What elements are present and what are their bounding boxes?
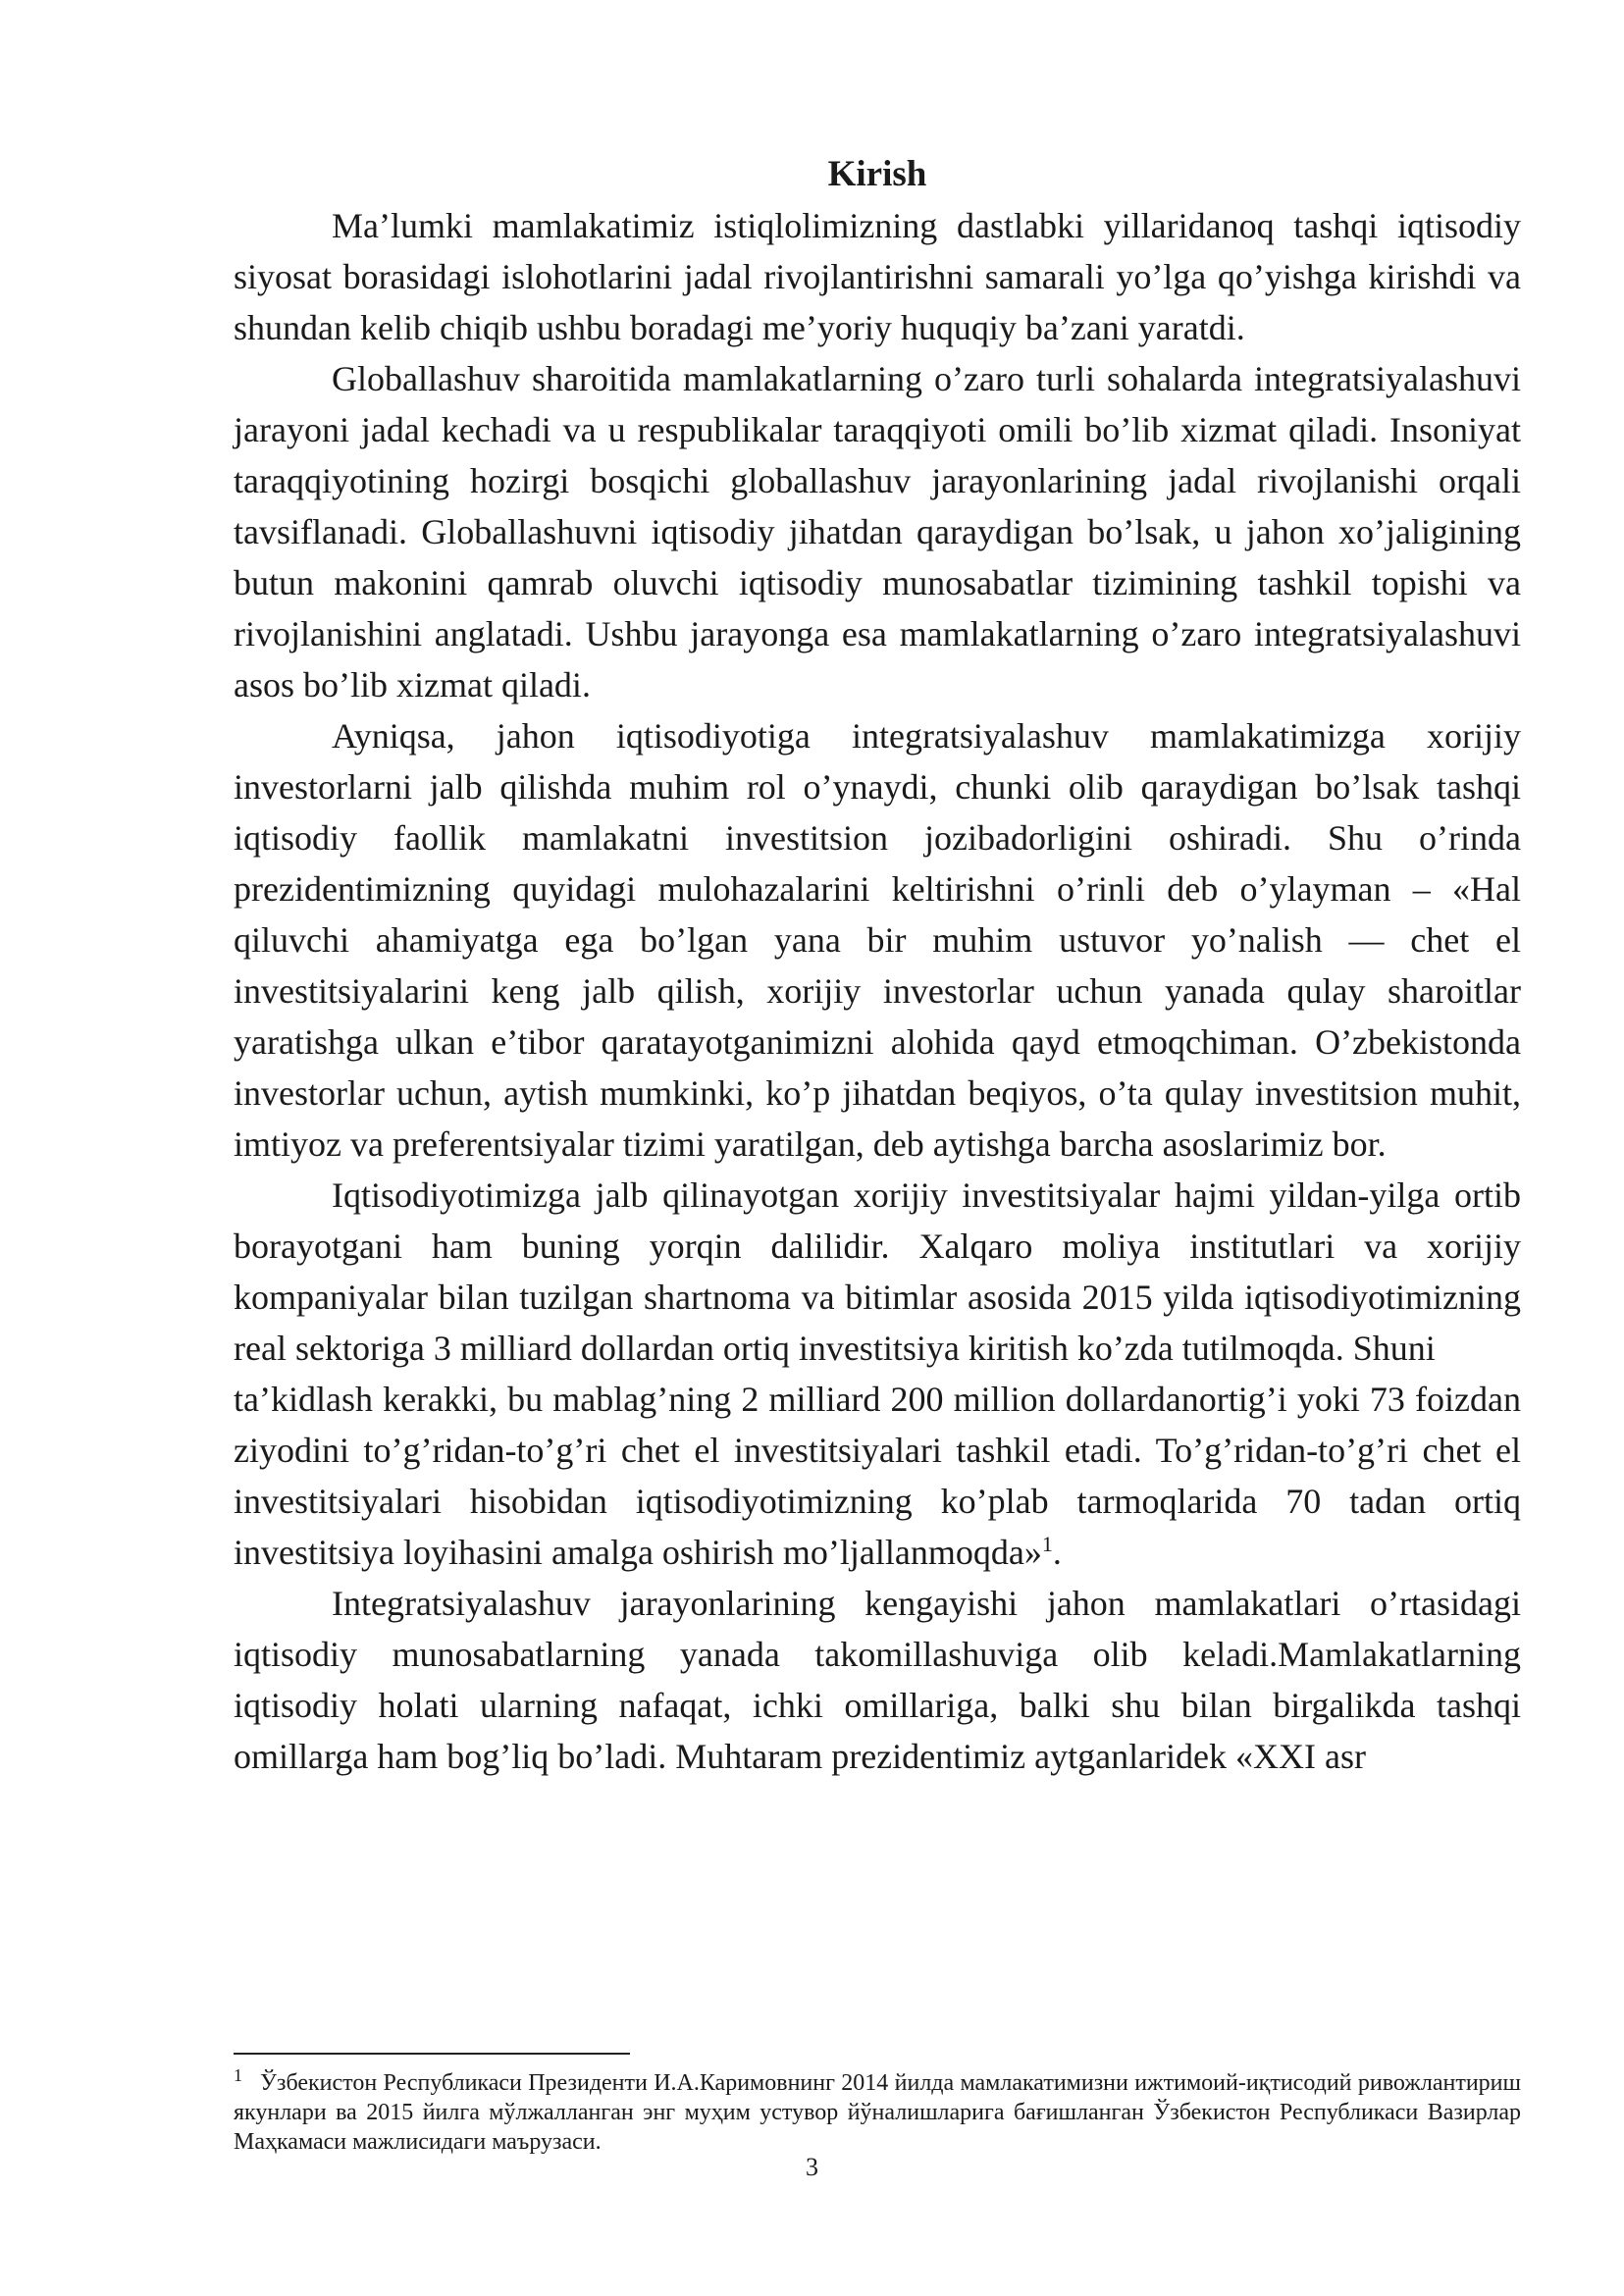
footnote-reference[interactable]: 1 — [1041, 1532, 1053, 1556]
paragraph-2: Globallashuv sharoitida mamlakatlarning o’zaro turli sohalarda integratsiyalashuvi jarayoni jadal kechadi va u respublikalar taraqqiyoti omili bo’lib xizmat qiladi. Insoniyat taraqqiyotining hozirgi bosqichi globallashuv jarayonlarining jadal rivojlanishi orqali tavsiflanadi. Globallashuvni iqtisodiy jihatdan qaraydigan bo’lsak, u jahon xo’jaligining butun makonini qamrab oluvchi iqtisodiy munosabatlar tizimining tashkil topishi va rivojlanishini anglatadi. Ushbu jarayonga esa mamlakatlarning o’zaro integratsiyalashuvi asos bo’lib xizmat qiladi. — [234, 359, 1521, 704]
footnote-separator — [234, 2053, 630, 2055]
paragraph-4: Iqtisodiyotimizga jalb qilinayotgan xorijiy investitsiyalar hajmi yildan-yilga ortib borayotgani ham buning yorqin dalilidir. Xalqaro moliya institutlari va xorijiy kompaniyalar bilan tuzilgan shartnoma va bitimlar asosida 2015 yilda iqtisodiyotimizning real sektoriga 3 milliard dollardan ortiq investitsiya kiritish ko’zda tutilmoqda. Shuni — [234, 1175, 1521, 1368]
paragraph-5 — [234, 1374, 1521, 1578]
paragraph-3: Ayniqsa, jahon iqtisodiyotiga integratsiyalashuv mamlakatimizga xorijiy investorlarni jalb qilishda muhim rol o’ynaydi, chunki olib qaraydigan bo’lsak tashqi iqtisodiy faollik mamlakatni investitsion jozibadorligini oshiradi. Shu o’rinda prezidentimizning quyidagi mulohazalarini keltirishni o’rinli deb o’ylayman – «Hal qiluvchi ahamiyatga ega bo’lgan yana bir muhim ustuvor yo’nalish — chet el investitsiyalarini keng jalb qilish, xorijiy investorlar uchun yanada qulay sharoitlar yaratishga ulkan e’tibor qaratayotganimizni alohida qayd etmoqchiman. O’zbekistonda investorlar uchun, aytish mumkinki, ko’p jihatdan beqiyos, o’ta qulay investitsion muhit, imtiyoz va preferentsiyalar tizimi yaratilgan, deb aytishga barcha asoslarimiz bor. — [234, 716, 1521, 1164]
paragraph-5-text: ta’kidlash kerakki, bu mablag’ning 2 milliard 200 million dollardanortig’i yoki 73 foizdan ziyodini to’g’ridan-to’g’ri chet el investitsiyalari tashkil etadi. To’g’ridan-to’g’ri chet el investitsiyalari hisobidan iqtisodiyotimizning ko’plab tarmoqlarida 70 tadan ortiq investitsiya loyihasini amalga oshirish mo’ljallanmoqda» — [234, 1380, 1521, 1572]
main-content — [234, 149, 1521, 1782]
paragraph-5-period: . — [1052, 1533, 1062, 1572]
page-title: Kirish — [827, 154, 927, 194]
paragraph-6: Integratsiyalashuv jarayonlarining kengayishi jahon mamlakatlari o’rtasidagi iqtisodiy munosabatlarning yanada takomillashuviga olib keladi.Mamlakatlarning iqtisodiy holati ularning nafaqat, ichki omillariga, balki shu bilan birgalikda tashqi omillarga ham bog’liq bo’ladi. Muhtaram prezidentimiz aytganlaridek «XXI asr — [234, 1584, 1521, 1776]
footnote-text: Ўзбекистон Республикаси Президенти И.А.Каримовнинг 2014 йилда мамлакатимизни ижтимоий-иқтисодий ривожлантириш якунлари ва 2015 йилга мўлжалланган энг муҳим устувор йўналишларига бағишланган Ўзбекистон Республикаси Вазирлар Маҳкамаси мажлисидаги маърузаси. — [234, 2070, 1521, 2155]
footnote-number: 1 — [234, 2065, 242, 2085]
footnote — [234, 2061, 1521, 2157]
paragraph-1: Ma’lumki mamlakatimiz istiqlolimizning dastlabki yillaridanoq tashqi iqtisodiy siyosat borasidagi islohotlarini jadal rivojlantirishni samarali yo’lga qo’yishga kirishdi va shundan kelib chiqib ushbu boradagi me’yoriy huquqiy ba’zani yaratdi. — [234, 206, 1521, 347]
page-number: 3 — [806, 2153, 818, 2181]
